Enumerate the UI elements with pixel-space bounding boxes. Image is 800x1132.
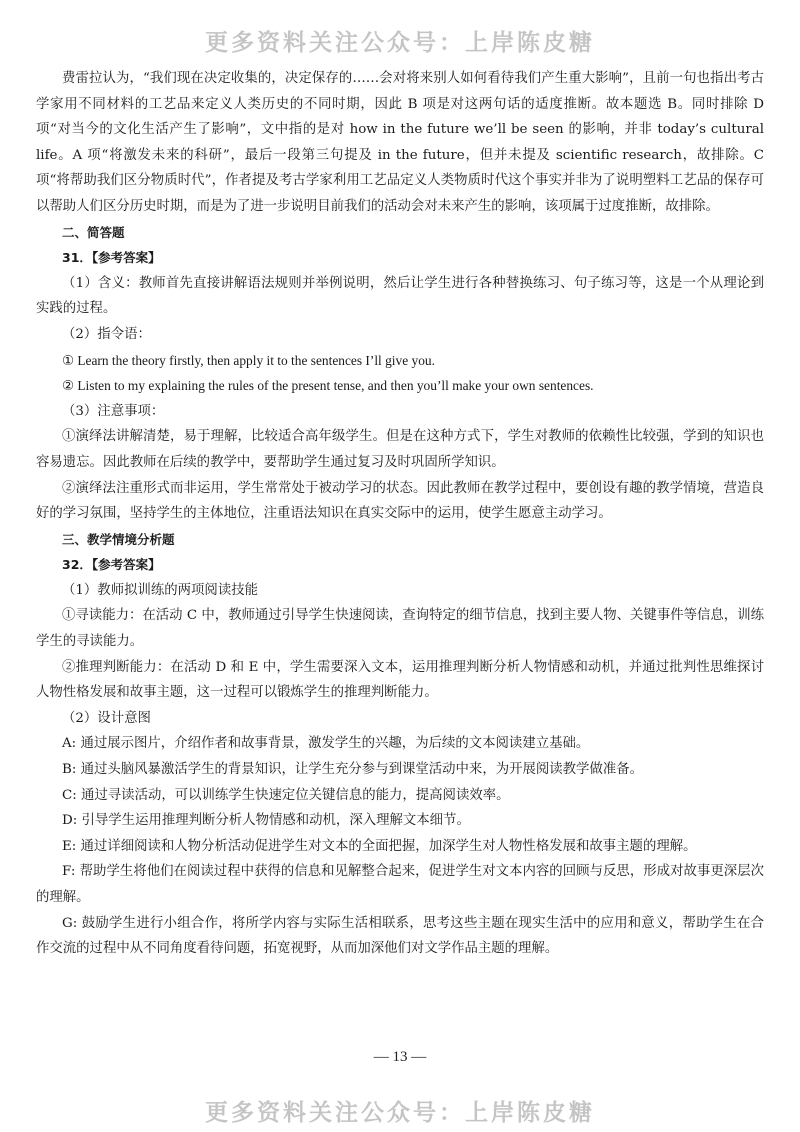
section-title-teaching-analysis: 三、教学情境分析题 xyxy=(62,531,175,547)
question-31-title: 31．【参考答案】 xyxy=(62,250,161,266)
q32-part2: （2）设计意图 xyxy=(62,710,151,726)
q32-part1: （1）教师拟训练的两项阅读技能 xyxy=(62,582,258,598)
q32-item-c: C: 通过寻读活动，可以训练学生快速定位关键信息的能力，提高阅读效率。 xyxy=(62,787,510,803)
q32-item-e: E: 通过详细阅读和人物分析活动促进学生对文本的全面把握，加深学生对人物性格发展和故事主题的理解。 xyxy=(62,838,697,854)
watermark-top: 更多资料关注公众号：上岸陈皮糖 xyxy=(205,30,595,56)
q32-item-d: D: 引导学生运用推理判断分析人物情感和动机，深入理解文本细节。 xyxy=(62,813,470,829)
q31-part2-a: ① Learn the theory firstly, then apply it to the sentences I’ll give you. xyxy=(62,352,435,368)
q32-item-a: A: 通过展示图片，介绍作者和故事背景，激发学生的兴趣，为后续的文本阅读建立基础。 xyxy=(62,736,590,752)
paragraph-q30-explanation: 费雷拉认为，“我们现在决定收集的，决定保存的……会对将来别人如何看待我们产生重大影响”，且前一句也指出考古学家用不同材料的工艺品来定义人类历史的不同时期，因此 B 项是对这两句话的适度推断。故本题选 B。同时排除 D 项“对当今的文化生活产生了影响”，文中指的是对 how in the future we’ll be seen 的影响，并非 today’s cultural life。A 项“将激发未来的科研”，最后一段第三句提及 in the future，但并未提及 scientific research，故排除。C 项“将帮助我们区分物质时代”，作者提及考古学家利用工艺品定义人类物质时代这个事实并非为了说明塑料工艺品的保存可以帮助人们区分历史时期，而是为了进一步说明目前我们的活动会对未来产生的影响，该项属于过度推断，故排除。 xyxy=(36,71,764,214)
q31-part2-b: ② Listen to my explaining the rules of the present tense, and then you’ll make your own sentences. xyxy=(62,378,594,394)
q32-item-b: B: 通过头脑风暴激活学生的背景知识，让学生充分参与到课堂活动中来，为开展阅读教学做准备。 xyxy=(62,762,644,778)
question-32-title: 32．【参考答案】 xyxy=(62,557,161,573)
q32-item-g: G: 鼓励学生进行小组合作，将所学内容与实际生活相联系，思考这些主题在现实生活中的应用和意义，帮助学生在合作交流的过程中从不同角度看待问题，拓宽视野，从而加深他们对文学作品主题的理解。 xyxy=(36,915,764,957)
q31-part2: （2）指令语： xyxy=(62,326,151,342)
q31-part3: （3）注意事项： xyxy=(62,403,165,419)
q32-part1-a: ①寻读能力：在活动 C 中，教师通过引导学生快速阅读，查询特定的细节信息，找到主要人物、关键事件等信息，训练学生的寻读能力。 xyxy=(36,608,764,650)
q32-part1-b: ②推理判断能力：在活动 D 和 E 中，学生需要深入文本，运用推理判断分析人物情感和动机，并通过批判性思维探讨人物性格发展和故事主题，这一过程可以锻炼学生的推理判断能力。 xyxy=(36,659,764,701)
section-title-short-answer: 二、简答题 xyxy=(62,224,125,240)
q31-part3-a: ①演绎法讲解清楚，易于理解，比较适合高年级学生。但是在这种方式下，学生对教师的依赖性比较强，学到的知识也容易遗忘。因此教师在后续的教学中，要帮助学生通过复习及时巩固所学知识。 xyxy=(36,429,764,470)
q31-part3-b: ②演绎法注重形式而非运用，学生常常处于被动学习的状态。因此教师在教学过程中，要创设有趣的教学情境，营造良好的学习氛围，坚持学生的主体地位，注重语法知识在真实交际中的运用，使学生愿意主动学习。 xyxy=(36,480,764,522)
q32-item-f: F: 帮助学生将他们在阅读过程中获得的信息和见解整合起来，促进学生对文本内容的回顾与反思，形成对故事更深层次的理解。 xyxy=(36,864,764,905)
q31-part1: （1）含义：教师首先直接讲解语法规则并举例说明，然后让学生进行各种替换练习、句子练习等，这是一个从理论到实践的过程。 xyxy=(36,275,764,317)
watermark-bottom: 更多资料关注公众号：上岸陈皮糖 xyxy=(205,1100,595,1126)
page-content xyxy=(36,66,764,962)
page-number: — 13 — xyxy=(373,1049,427,1065)
